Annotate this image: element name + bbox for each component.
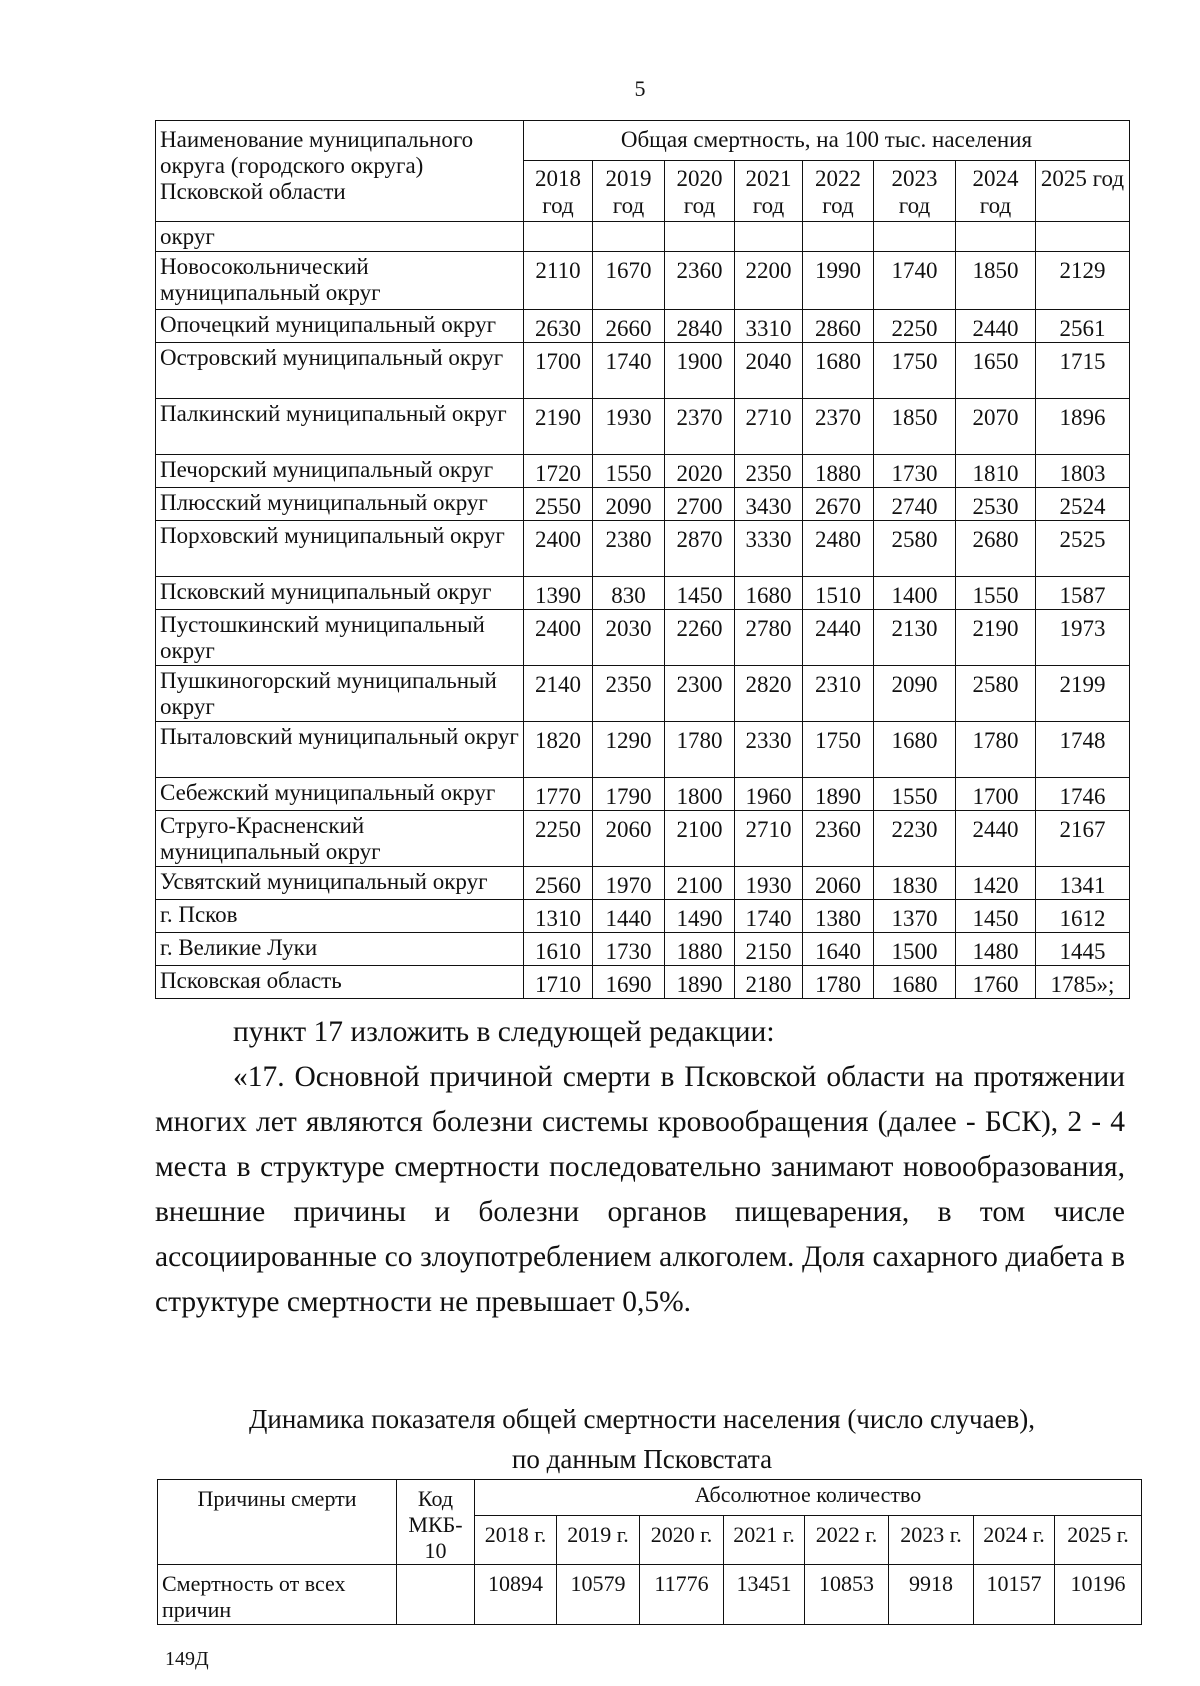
rate-value: 2250	[524, 811, 593, 867]
rate-value	[524, 222, 593, 252]
municipality-name: Печорский муниципальный округ	[156, 455, 524, 488]
rate-value: 2167	[1036, 811, 1130, 867]
rate-value: 2310	[803, 666, 874, 722]
rate-value: 2680	[956, 521, 1036, 577]
table-row	[156, 610, 1130, 666]
rate-value: 1746	[1036, 778, 1130, 811]
rate-value: 2090	[874, 666, 956, 722]
rate-value: 1420	[956, 867, 1036, 900]
rate-value: 1740	[735, 900, 803, 933]
rate-value: 2525	[1036, 521, 1130, 577]
rate-value: 1370	[874, 900, 956, 933]
rate-value: 1820	[524, 722, 593, 778]
rate-value: 2180	[735, 966, 803, 999]
rate-value: 1480	[956, 933, 1036, 966]
rate-value: 2230	[874, 811, 956, 867]
column-group-header: Общая смертность, на 100 тыс. населения	[524, 121, 1130, 161]
rate-value: 2820	[735, 666, 803, 722]
rate-value: 2350	[593, 666, 665, 722]
rate-value: 1990	[803, 252, 874, 310]
rate-value: 1612	[1036, 900, 1130, 933]
rate-value: 1750	[803, 722, 874, 778]
column-header-code: Код МКБ- 10	[397, 1480, 475, 1565]
rate-value: 1400	[874, 577, 956, 610]
rate-value: 1700	[956, 778, 1036, 811]
table-row	[156, 310, 1130, 343]
table-row	[156, 343, 1130, 399]
year-header: 2018 год	[524, 161, 593, 222]
rate-value: 1680	[874, 966, 956, 999]
rate-value	[874, 222, 956, 252]
rate-value: 1890	[803, 778, 874, 811]
municipality-name: округ	[156, 222, 524, 252]
table-row	[156, 811, 1130, 867]
year-header: 2018 г.	[475, 1516, 557, 1565]
rate-value: 2140	[524, 666, 593, 722]
mortality-rate-table	[155, 120, 1130, 999]
rate-value: 2780	[735, 610, 803, 666]
rate-value: 1880	[803, 455, 874, 488]
rate-value: 2250	[874, 310, 956, 343]
rate-value: 3330	[735, 521, 803, 577]
rate-value: 2350	[735, 455, 803, 488]
municipality-name: Струго-Красненский муниципальный округ	[156, 811, 524, 867]
rate-value: 2200	[735, 252, 803, 310]
rate-value: 2630	[524, 310, 593, 343]
page-number: 5	[634, 76, 646, 101]
municipality-name: Псковская область	[156, 966, 524, 999]
rate-value: 3430	[735, 488, 803, 521]
count-value: 10157	[974, 1565, 1055, 1625]
rate-value: 1750	[874, 343, 956, 399]
rate-value: 1720	[524, 455, 593, 488]
municipality-name: Себежский муниципальный округ	[156, 778, 524, 811]
year-header: 2021 год	[735, 161, 803, 222]
rate-value: 1290	[593, 722, 665, 778]
year-header: 2022 год	[803, 161, 874, 222]
year-header: 2023 г.	[889, 1516, 974, 1565]
rate-value	[665, 222, 735, 252]
rate-value: 1445	[1036, 933, 1130, 966]
municipality-name: Плюсский муниципальный округ	[156, 488, 524, 521]
municipality-name: г. Псков	[156, 900, 524, 933]
column-header-municipality: Наименование муниципального округа (городского округа) Псковской области	[156, 121, 524, 222]
rate-value: 1770	[524, 778, 593, 811]
icd-code	[397, 1565, 475, 1625]
rate-value: 1740	[593, 343, 665, 399]
section-subheading: по данным Псковстата	[511, 1444, 773, 1474]
rate-value	[593, 222, 665, 252]
rate-value: 1930	[735, 867, 803, 900]
rate-value: 2480	[803, 521, 874, 577]
table-row	[156, 252, 1130, 310]
year-header: 2022 г.	[805, 1516, 889, 1565]
rate-value: 2530	[956, 488, 1036, 521]
count-value: 9918	[889, 1565, 974, 1625]
rate-value: 2360	[803, 811, 874, 867]
column-group-header: Абсолютное количество	[475, 1480, 1142, 1516]
year-header: 2020 год	[665, 161, 735, 222]
table-row	[156, 577, 1130, 610]
rate-value: 1930	[593, 399, 665, 455]
rate-value: 2440	[803, 610, 874, 666]
year-header: 2023 год	[874, 161, 956, 222]
table-row	[156, 966, 1130, 999]
table-row	[156, 222, 1130, 252]
section-heading: Динамика показателя общей смертности населения (число случаев),	[248, 1404, 1036, 1434]
rate-value: 1880	[665, 933, 735, 966]
paragraph-main: «17. Основной причиной смерти в Псковской области на протяжении многих лет являются болезни системы кровообращения (далее - БСК), 2 - 4 места в структуре смертности последовательно занимают новообразования, внешние причины и болезни органов пищеварения, в том числе ассоциированные со злоупотреблением алкоголем. Доля сахарного диабета в структуре смертности не превышает 0,5%.	[155, 1061, 1125, 1318]
rate-value: 1670	[593, 252, 665, 310]
rate-value: 1380	[803, 900, 874, 933]
rate-value: 1500	[874, 933, 956, 966]
rate-value: 2740	[874, 488, 956, 521]
year-header: 2019 год	[593, 161, 665, 222]
municipality-name: Пушкиногорский муниципальный округ	[156, 666, 524, 722]
rate-value: 2360	[665, 252, 735, 310]
municipality-name: Порховский муниципальный округ	[156, 521, 524, 577]
rate-value: 1780	[803, 966, 874, 999]
rate-value: 1785»;	[1036, 966, 1130, 999]
rate-value: 2060	[593, 811, 665, 867]
rate-value: 1810	[956, 455, 1036, 488]
rate-value: 1760	[956, 966, 1036, 999]
rate-value: 1680	[735, 577, 803, 610]
municipality-name: Опочецкий муниципальный округ	[156, 310, 524, 343]
municipality-name: Островский муниципальный округ	[156, 343, 524, 399]
rate-value: 2561	[1036, 310, 1130, 343]
rate-value: 1748	[1036, 722, 1130, 778]
rate-value: 2870	[665, 521, 735, 577]
rate-value	[1036, 222, 1130, 252]
rate-value: 1730	[593, 933, 665, 966]
rate-value: 1640	[803, 933, 874, 966]
rate-value: 1830	[874, 867, 956, 900]
rate-value: 1900	[665, 343, 735, 399]
table-row	[156, 900, 1130, 933]
rate-value: 2380	[593, 521, 665, 577]
rate-value: 1896	[1036, 399, 1130, 455]
rate-value: 1970	[593, 867, 665, 900]
rate-value: 1490	[665, 900, 735, 933]
rate-value: 1550	[874, 778, 956, 811]
municipality-name: Пустошкинский муниципальный округ	[156, 610, 524, 666]
rate-value: 1680	[803, 343, 874, 399]
rate-value: 2524	[1036, 488, 1130, 521]
table-row	[156, 666, 1130, 722]
rate-value: 1715	[1036, 343, 1130, 399]
rate-value: 1610	[524, 933, 593, 966]
rate-value: 2100	[665, 811, 735, 867]
rate-value: 2580	[874, 521, 956, 577]
rate-value: 1341	[1036, 867, 1130, 900]
rate-value: 2710	[735, 811, 803, 867]
year-header: 2025 г.	[1055, 1516, 1142, 1565]
rate-value: 2040	[735, 343, 803, 399]
rate-value	[956, 222, 1036, 252]
rate-value: 2150	[735, 933, 803, 966]
rate-value: 1550	[956, 577, 1036, 610]
rate-value: 1587	[1036, 577, 1130, 610]
rate-value	[803, 222, 874, 252]
mortality-count-table	[157, 1479, 1142, 1625]
rate-value: 1390	[524, 577, 593, 610]
count-value: 10579	[557, 1565, 640, 1625]
rate-value: 2030	[593, 610, 665, 666]
rate-value: 1690	[593, 966, 665, 999]
municipality-name: Палкинский муниципальный округ	[156, 399, 524, 455]
count-value: 13451	[724, 1565, 805, 1625]
rate-value: 2020	[665, 455, 735, 488]
municipality-name: Усвятский муниципальный округ	[156, 867, 524, 900]
table-row	[156, 867, 1130, 900]
rate-value: 1803	[1036, 455, 1130, 488]
rate-value: 830	[593, 577, 665, 610]
column-header-cause: Причины смерти	[158, 1480, 397, 1565]
rate-value: 2440	[956, 310, 1036, 343]
municipality-name: Псковский муниципальный округ	[156, 577, 524, 610]
rate-value: 1440	[593, 900, 665, 933]
rate-value: 2190	[524, 399, 593, 455]
rate-value: 2370	[803, 399, 874, 455]
table-row	[156, 778, 1130, 811]
rate-value: 2580	[956, 666, 1036, 722]
rate-value: 1550	[593, 455, 665, 488]
rate-value: 2710	[735, 399, 803, 455]
year-header: 2020 г.	[640, 1516, 724, 1565]
rate-value: 1450	[956, 900, 1036, 933]
rate-value: 2860	[803, 310, 874, 343]
rate-value: 2840	[665, 310, 735, 343]
rate-value: 2330	[735, 722, 803, 778]
rate-value: 2370	[665, 399, 735, 455]
table-row	[158, 1565, 1142, 1625]
municipality-name: Новосокольнический муниципальный округ	[156, 252, 524, 310]
rate-value: 1680	[874, 722, 956, 778]
rate-value: 2440	[956, 811, 1036, 867]
rate-value: 2400	[524, 521, 593, 577]
rate-value: 3310	[735, 310, 803, 343]
rate-value: 2130	[874, 610, 956, 666]
table-row	[156, 933, 1130, 966]
document-code: 149Д	[165, 1648, 209, 1670]
year-header: 2024 г.	[974, 1516, 1055, 1565]
rate-value: 1780	[956, 722, 1036, 778]
year-header: 2025 год	[1036, 161, 1130, 222]
table-row	[156, 455, 1130, 488]
rate-value: 2400	[524, 610, 593, 666]
rate-value: 1650	[956, 343, 1036, 399]
table-row	[156, 521, 1130, 577]
rate-value: 1960	[735, 778, 803, 811]
table-row	[156, 488, 1130, 521]
rate-value: 1790	[593, 778, 665, 811]
rate-value: 2550	[524, 488, 593, 521]
rate-value: 2070	[956, 399, 1036, 455]
rate-value: 2129	[1036, 252, 1130, 310]
rate-value	[735, 222, 803, 252]
rate-value: 1780	[665, 722, 735, 778]
rate-value: 1510	[803, 577, 874, 610]
municipality-name: Пыталовский муниципальный округ	[156, 722, 524, 778]
count-value: 11776	[640, 1565, 724, 1625]
rate-value: 1890	[665, 966, 735, 999]
rate-value: 2560	[524, 867, 593, 900]
rate-value: 1740	[874, 252, 956, 310]
rate-value: 2700	[665, 488, 735, 521]
rate-value: 1730	[874, 455, 956, 488]
rate-value: 1850	[956, 252, 1036, 310]
rate-value: 2670	[803, 488, 874, 521]
rate-value: 1450	[665, 577, 735, 610]
count-value: 10196	[1055, 1565, 1142, 1625]
rate-value: 2060	[803, 867, 874, 900]
rate-value: 2199	[1036, 666, 1130, 722]
rate-value: 2190	[956, 610, 1036, 666]
rate-value: 2260	[665, 610, 735, 666]
year-header: 2024 год	[956, 161, 1036, 222]
rate-value: 1700	[524, 343, 593, 399]
rate-value: 2100	[665, 867, 735, 900]
count-value: 10894	[475, 1565, 557, 1625]
rate-value: 1973	[1036, 610, 1130, 666]
year-header: 2021 г.	[724, 1516, 805, 1565]
table-row	[156, 722, 1130, 778]
rate-value: 2090	[593, 488, 665, 521]
municipality-name: г. Великие Луки	[156, 933, 524, 966]
rate-value: 1310	[524, 900, 593, 933]
cause-name: Смертность от всех причин	[158, 1565, 397, 1625]
year-header: 2019 г.	[557, 1516, 640, 1565]
rate-value: 2300	[665, 666, 735, 722]
rate-value: 2110	[524, 252, 593, 310]
rate-value: 1800	[665, 778, 735, 811]
rate-value: 1710	[524, 966, 593, 999]
rate-value: 2660	[593, 310, 665, 343]
rate-value: 1850	[874, 399, 956, 455]
table-row	[156, 399, 1130, 455]
count-value: 10853	[805, 1565, 889, 1625]
paragraph-intro: пункт 17 изложить в следующей редакции:	[233, 1016, 775, 1048]
